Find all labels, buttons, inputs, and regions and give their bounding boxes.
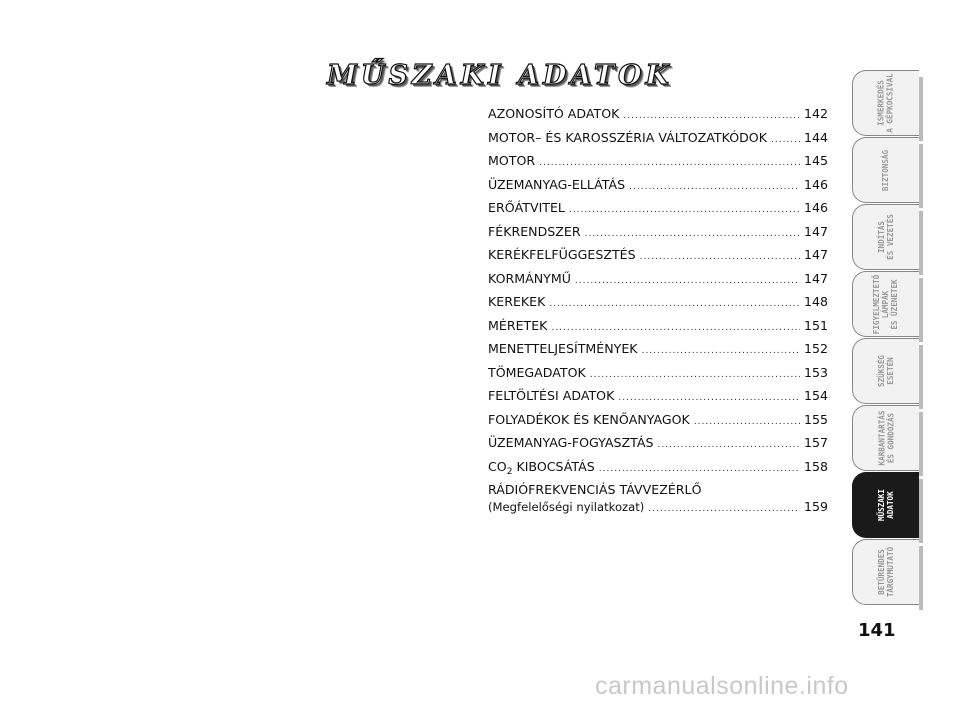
toc-entry[interactable] [488, 341, 828, 365]
toc-entry-label: AZONOSÍTÓ ADATOK [488, 106, 620, 121]
toc-entry-sublabel: (Megfelelőségi nyilatkozat) [488, 500, 645, 514]
dot-leader [551, 323, 800, 333]
toc-entry[interactable] [488, 459, 828, 483]
tab-ismerkedes[interactable]: ISMERKEDÉS A GÉPKOCSIVAL [852, 70, 919, 136]
dot-leader [642, 346, 800, 356]
toc-entry-label: FÉKRENDSZER [488, 223, 581, 239]
toc-entry[interactable] [488, 177, 828, 201]
tab-biztonsag[interactable]: BIZTONSÁG [852, 137, 919, 203]
tab-szukseg[interactable]: SZÜKSÉG ESETÉN [852, 338, 919, 404]
watermark: carmanualsonline.info [595, 672, 849, 700]
dot-leader [623, 111, 800, 121]
toc-entry-page: 147 [803, 223, 828, 239]
toc-entry-label: KERÉKFELFÜGGESZTÉS [488, 247, 636, 262]
dot-leader [771, 135, 800, 145]
tab-muszaki-adatok[interactable]: MŰSZAKI ADATOK [852, 472, 919, 538]
toc-entry-label: KEREKEK [488, 294, 546, 309]
toc-entry[interactable] [488, 482, 828, 514]
toc-entry[interactable] [488, 294, 828, 318]
toc-entry[interactable] [488, 271, 828, 295]
toc-entry[interactable] [488, 106, 828, 130]
tab-figyelmezteto[interactable]: FIGYELMEZTETŐ LÁMPÁK ÉS ÜZENETEK [852, 271, 919, 337]
toc-entry-label: $CO_2$ KIBOCSÁTÁS [488, 458, 595, 477]
dot-leader [599, 464, 800, 474]
toc-entry-page: 148 [803, 294, 828, 309]
toc-entry-page: 147 [803, 247, 828, 262]
toc-entry-label: TÖMEGADATOK [488, 364, 586, 380]
toc-entry-page: 154 [803, 388, 828, 403]
toc-entry[interactable] [488, 412, 828, 436]
toc-entry[interactable] [488, 365, 828, 389]
tab-betrendes[interactable]: BETŰRENDES TÁRGYMUTATÓ [852, 539, 919, 605]
toc-entry-label: MOTOR– ÉS KAROSSZÉRIA VÁLTOZATKÓDOK [488, 129, 767, 145]
toc-entry-page: 157 [803, 435, 828, 450]
toc-entry[interactable] [488, 247, 828, 271]
toc-entry-page: 146 [803, 200, 828, 215]
toc-entry-page: 159 [803, 499, 828, 514]
toc-entry-label: RÁDIÓFREKVENCIÁS TÁVVEZÉRLŐ [488, 482, 702, 497]
toc-entry-page: 147 [803, 270, 828, 286]
toc-entry-page: 155 [803, 411, 828, 427]
dot-leader [657, 440, 799, 450]
table-of-contents [488, 106, 828, 514]
dot-leader [549, 299, 800, 309]
toc-entry[interactable] [488, 435, 828, 459]
toc-entry-page: 153 [803, 364, 828, 380]
toc-entry-page: 144 [803, 129, 828, 145]
dot-leader [569, 205, 800, 215]
toc-entry-label: MÉRETEK [488, 317, 548, 333]
dot-leader [694, 417, 800, 427]
tab-karbantartas[interactable]: KARBANTARTÁS ÉS GONDOZÁS [852, 405, 919, 471]
toc-entry[interactable] [488, 200, 828, 224]
toc-entry-page: 146 [803, 176, 828, 192]
toc-entry[interactable] [488, 153, 828, 177]
toc-entry-label: MOTOR [488, 153, 536, 168]
dot-leader [648, 504, 800, 514]
dot-leader [575, 276, 800, 286]
page-title: MŰSZAKI ADATOK [327, 60, 673, 91]
dot-leader [640, 252, 800, 262]
dot-leader [539, 158, 800, 168]
toc-entry-page: 142 [803, 106, 828, 121]
toc-entry-label: ÜZEMANYAG-ELLÁTÁS [488, 176, 626, 192]
toc-entry-label: KORMÁNYMŰ [488, 270, 571, 286]
dot-leader [629, 182, 800, 192]
toc-entry-page: 151 [803, 317, 828, 333]
toc-entry-label: FOLYADÉKOK ÉS KENŐANYAGOK [488, 411, 690, 427]
dot-leader [590, 370, 800, 380]
toc-entry[interactable] [488, 224, 828, 248]
toc-entry[interactable] [488, 318, 828, 342]
toc-entry-label: ÜZEMANYAG-FOGYASZTÁS [488, 435, 654, 450]
toc-entry[interactable] [488, 388, 828, 412]
toc-entry-page: 145 [803, 153, 828, 168]
tab-inditas[interactable]: INDÍTÁS ÉS VEZETÉS [852, 204, 919, 270]
dot-leader [618, 393, 800, 403]
dot-leader [585, 229, 800, 239]
toc-entry-label: MENETTELJESÍTMÉNYEK [488, 341, 638, 356]
toc-entry-label: ERŐÁTVITEL [488, 200, 565, 215]
toc-entry[interactable] [488, 130, 828, 154]
toc-entry-label: FELTÖLTÉSI ADATOK [488, 388, 615, 403]
toc-entry-page: 152 [803, 341, 828, 356]
toc-entry-page: 158 [803, 458, 828, 474]
page-number: 141 [858, 620, 896, 641]
